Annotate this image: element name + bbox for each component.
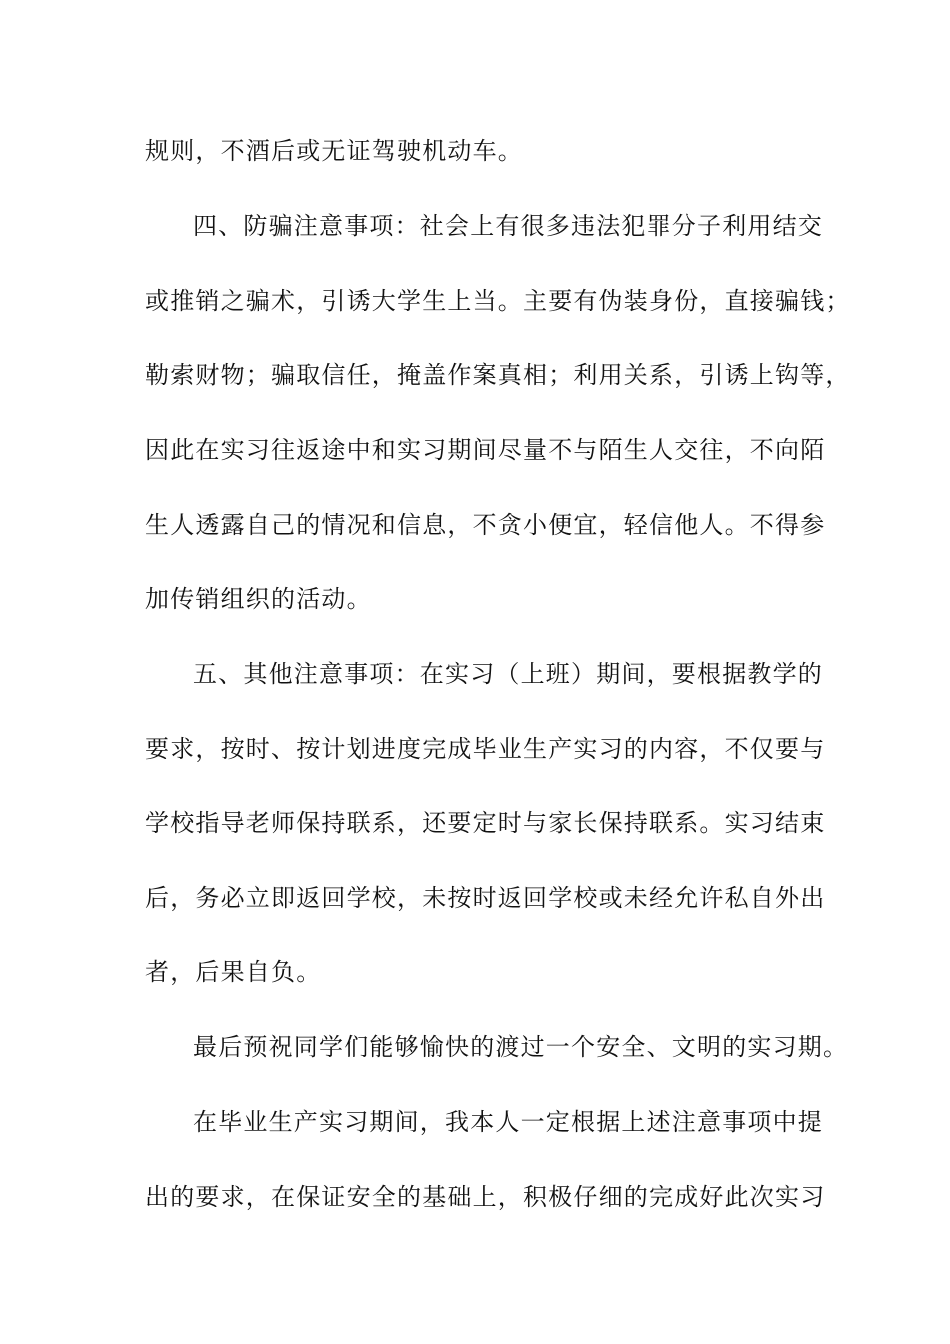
- text-line: 五、其他注意事项：在实习（上班）期间，要根据教学的: [193, 660, 823, 688]
- text-line: 要求，按时、按计划进度完成毕业生产实习的内容，不仅要与: [145, 735, 826, 763]
- text-line: 后，务必立即返回学校，未按时返回学校或未经允许私自外出: [145, 884, 826, 912]
- text-line: 生人透露自己的情况和信息，不贪小便宜，轻信他人。不得参: [145, 511, 826, 539]
- text-line: 四、防骗注意事项：社会上有很多违法犯罪分子利用结交: [193, 212, 823, 240]
- text-line: 勒索财物；骗取信任，掩盖作案真相；利用关系，引诱上钩等，: [145, 361, 851, 389]
- text-line: 加传销组织的活动。: [145, 585, 372, 613]
- text-line: 或推销之骗术，引诱大学生上当。主要有伪装身份，直接骗钱；: [145, 287, 851, 315]
- text-line: 在毕业生产实习期间，我本人一定根据上述注意事项中提: [193, 1108, 823, 1136]
- text-line: 最后预祝同学们能够愉快的渡过一个安全、文明的实习期。: [193, 1033, 849, 1061]
- text-line: 因此在实习往返途中和实习期间尽量不与陌生人交往，不向陌: [145, 436, 826, 464]
- text-line: 规则，不酒后或无证驾驶机动车。: [145, 137, 523, 165]
- text-line: 出的要求，在保证安全的基础上，积极仔细的完成好此次实习: [145, 1183, 826, 1211]
- text-line: 者，后果自负。: [145, 958, 322, 986]
- text-line: 学校指导老师保持联系，还要定时与家长保持联系。实习结束: [145, 809, 826, 837]
